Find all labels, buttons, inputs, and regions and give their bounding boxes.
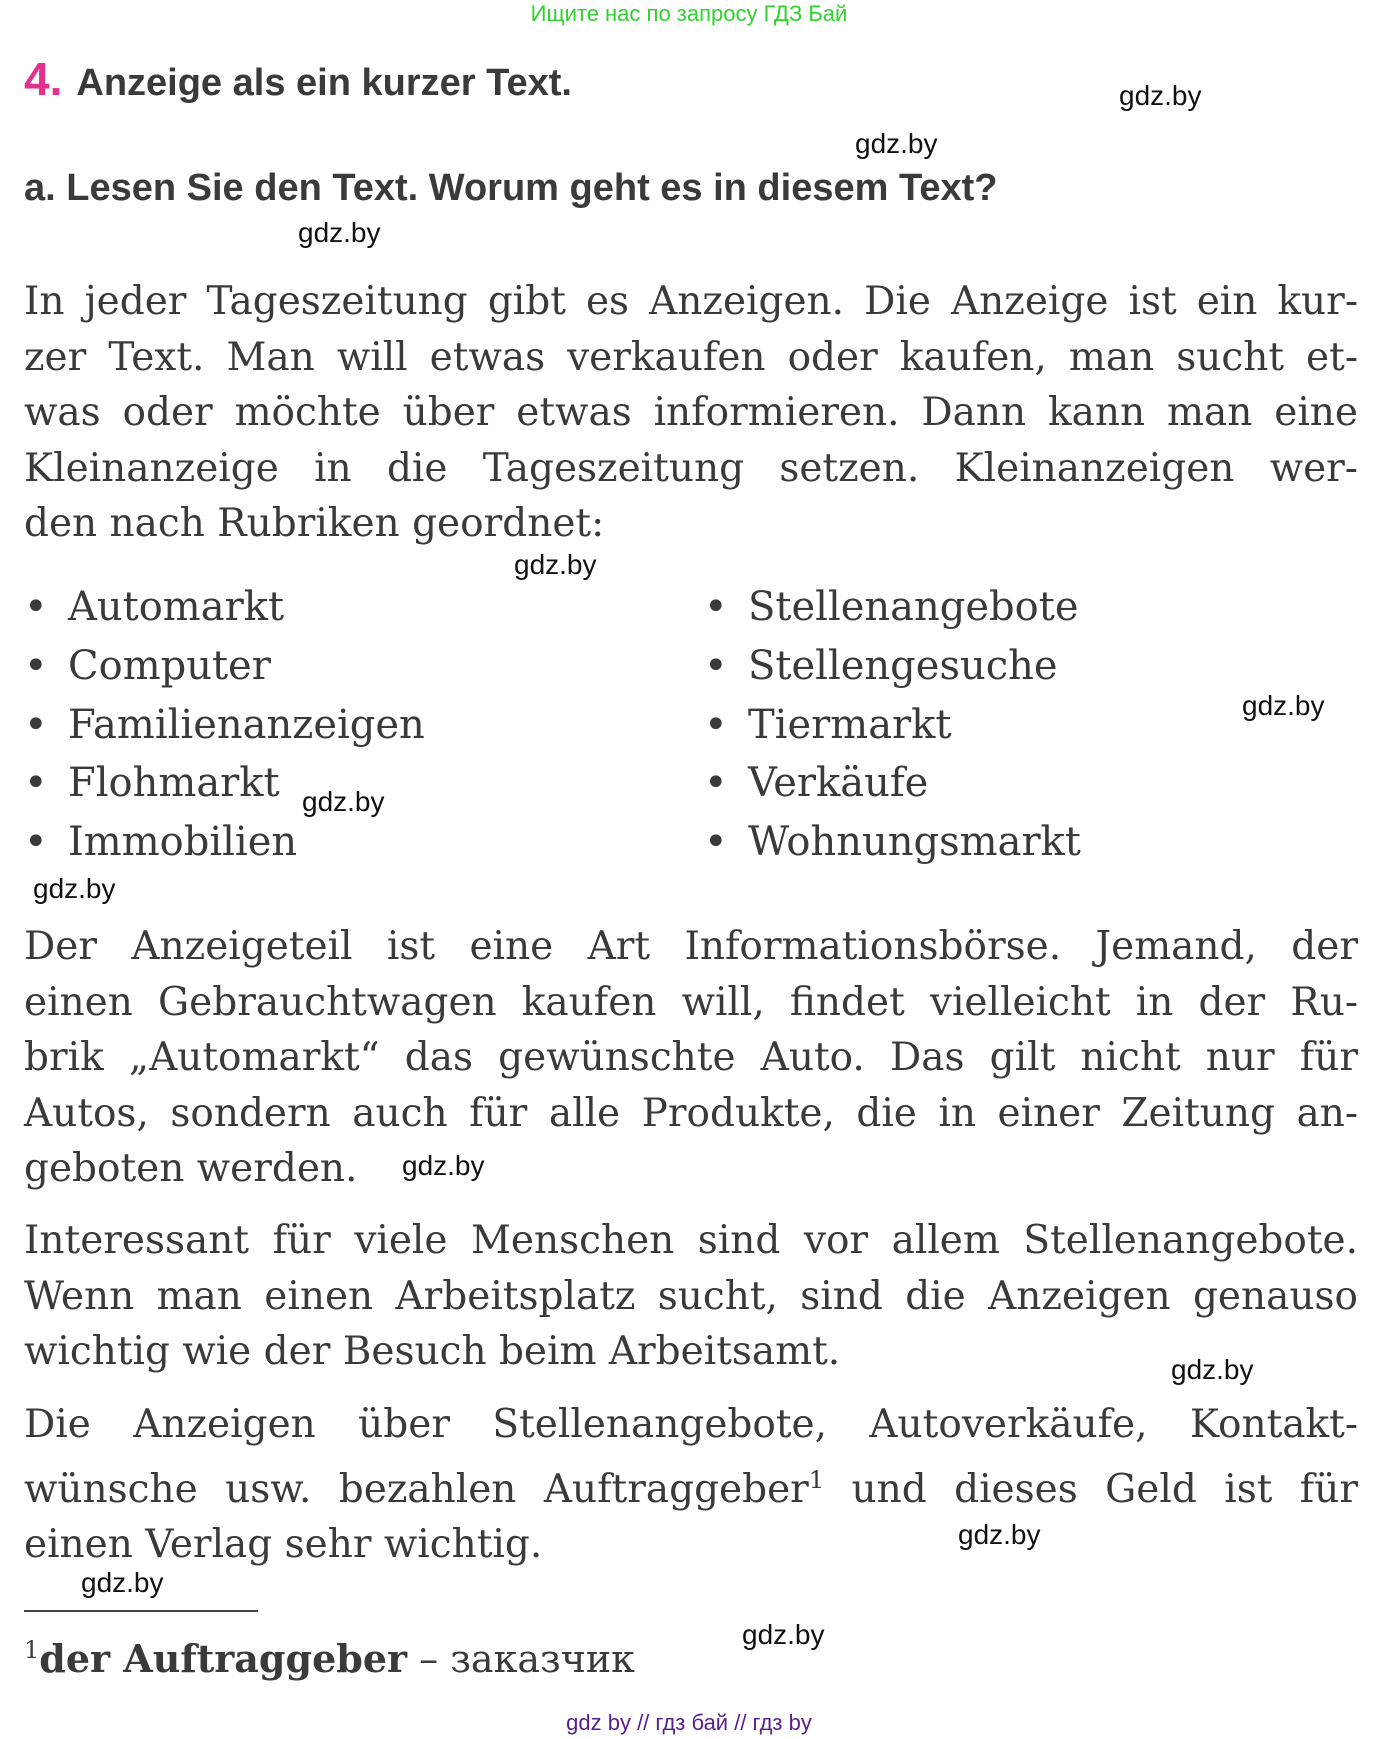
text-line: brik „Automarkt“ das gewünschte Auto. Das gilt nicht nur für bbox=[24, 1035, 1358, 1080]
list-item: • Immobilien bbox=[24, 813, 425, 872]
paragraph-3 bbox=[24, 1213, 1358, 1380]
rubric-list-right bbox=[704, 578, 1081, 872]
list-item: • Stellenangebote bbox=[704, 578, 1081, 637]
footnote-marker: 1 bbox=[24, 1636, 40, 1664]
watermark: gdz.by bbox=[1119, 80, 1202, 111]
list-item: • Computer bbox=[24, 637, 425, 696]
bullet-icon: • bbox=[24, 760, 48, 807]
watermark: gdz.by bbox=[298, 217, 381, 248]
list-item: • Automarkt bbox=[24, 578, 425, 637]
watermark: gdz.by bbox=[33, 873, 116, 904]
footer-links[interactable]: gdz by // гдз бай // гдз by bbox=[566, 1710, 812, 1735]
bullet-icon: • bbox=[704, 819, 728, 866]
list-item: • Tiermarkt bbox=[704, 696, 1081, 755]
bullet-icon: • bbox=[24, 819, 48, 866]
watermark: gdz.by bbox=[302, 786, 385, 817]
list-item: • Stellengesuche bbox=[704, 637, 1081, 696]
footnote: $^1$der Auftraggeber – заказчик bbox=[24, 1636, 635, 1681]
watermark: gdz.by bbox=[81, 1567, 164, 1598]
bullet-icon: • bbox=[704, 584, 728, 630]
text-line: In jeder Tageszeitung gibt es Anzeigen. Die Anzeige ist ein kur- bbox=[24, 279, 1358, 324]
text-line: den nach Rubriken geordnet: bbox=[24, 501, 605, 546]
text-line: geboten werden. bbox=[24, 1146, 358, 1191]
list-item: • Familienanzeigen bbox=[24, 696, 425, 755]
watermark: gdz.by bbox=[742, 1619, 825, 1650]
paragraph-4 bbox=[24, 1397, 1358, 1573]
list-item: • Flohmarkt bbox=[24, 754, 425, 813]
paragraph-2 bbox=[24, 919, 1358, 1197]
watermark: gdz.by bbox=[958, 1519, 1041, 1550]
bullet-icon: • bbox=[24, 701, 48, 748]
rubric-list-left bbox=[24, 578, 425, 872]
watermark: gdz.by bbox=[1242, 690, 1325, 721]
text-line: Interessant für viele Menschen sind vor allem Stellenangebote. bbox=[24, 1218, 1358, 1263]
watermark: gdz.by bbox=[402, 1150, 485, 1181]
text-line: Wenn man einen Arbeitsplatz sucht, sind die Anzeigen genauso bbox=[24, 1273, 1358, 1319]
text-line: Kleinanzeige in die Tageszeitung setzen. Kleinanzeigen wer- bbox=[24, 445, 1358, 491]
bullet-icon: • bbox=[704, 701, 728, 748]
text-line: zer Text. Man will etwas verkaufen oder kaufen, man sucht et- bbox=[24, 334, 1358, 380]
bullet-icon: • bbox=[704, 760, 728, 807]
footnote-ref: 1 bbox=[808, 1465, 825, 1494]
footnote-divider bbox=[24, 1610, 258, 1612]
watermark: gdz.by bbox=[1171, 1354, 1254, 1385]
exercise-heading bbox=[24, 52, 572, 106]
search-hint-link[interactable]: Ищите нас по запросу ГДЗ Бай bbox=[530, 1, 848, 26]
watermark: gdz.by bbox=[514, 549, 597, 580]
paragraph-1 bbox=[24, 274, 1358, 552]
text-line: wichtig wie der Besuch beim Arbeitsamt. bbox=[24, 1329, 841, 1374]
footnote-translation: заказчик bbox=[450, 1637, 635, 1681]
text-line: einen Gebrauchtwagen kaufen will, findet vielleicht in der Ru- bbox=[24, 979, 1358, 1025]
bullet-icon: • bbox=[704, 642, 728, 689]
exercise-number: 4. bbox=[24, 53, 63, 105]
watermark: gdz.by bbox=[855, 128, 938, 159]
task-heading: a. Lesen Sie den Text. Worum geht es in diesem Text? bbox=[24, 167, 998, 209]
list-item: • Verkäufe bbox=[704, 754, 1081, 813]
exercise-title: Anzeige als ein kurzer Text. bbox=[76, 62, 572, 104]
text-line: Der Anzeigeteil ist eine Art Informationsbörse. Jemand, der bbox=[24, 924, 1358, 969]
bullet-icon: • bbox=[24, 642, 48, 689]
text-line: Die Anzeigen über Stellenangebote, Autoverkäufe, Kontakt- bbox=[24, 1402, 1358, 1447]
text-line: wünsche usw. bezahlen Auftraggeber$^1$ und dieses Geld ist für bbox=[24, 1465, 1359, 1512]
text-line: Autos, sondern auch für alle Produkte, die in einer Zeitung an- bbox=[24, 1090, 1358, 1136]
text-line: einen Verlag sehr wichtig. bbox=[24, 1522, 543, 1567]
bullet-icon: • bbox=[24, 584, 48, 630]
text-line: was oder möchte über etwas informieren. Dann kann man eine bbox=[24, 390, 1358, 435]
footnote-term: der Auftraggeber bbox=[39, 1636, 408, 1681]
list-item: • Wohnungsmarkt bbox=[704, 813, 1081, 872]
